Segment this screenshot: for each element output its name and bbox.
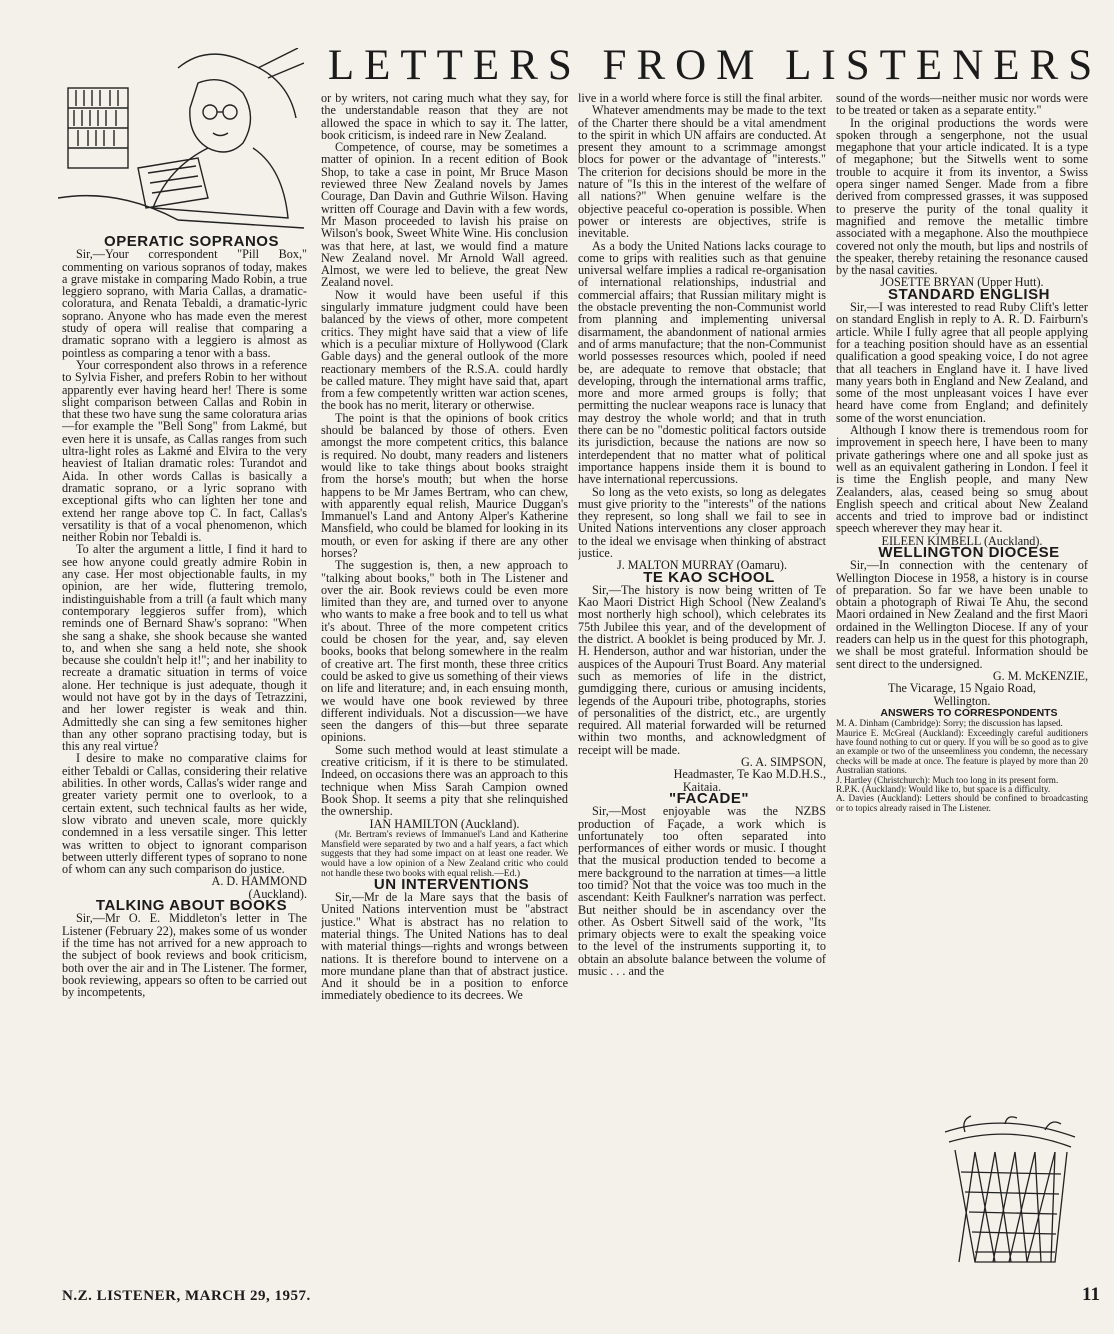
answers-heading: ANSWERS TO CORRESPONDENTS xyxy=(880,706,1058,719)
paragraph: Your correspondent also throws in a reference to Sylvia Fisher, and prefers Robin to her without apparently ever having heard her! There is some slight comparison between Callas and Robin in that these two have sung the same coloratura arias—for example the "Bell Song" from Lakmé, but even here it is unsafe, as Callas ranges from such ultra-light roles as Lakmé and Elvira to the very heaviest of Italian dramatic roles: Turandot and Aida. In other words Callas is basically a dramatic soprano, or a lyric soprano with exceptional gifts who can lighten her tone and extend her range above top C. In fact, Callas's versatility is that of a vocal phenomenon, which neither Robin nor Tebaldi is. xyxy=(62,357,307,545)
letter-signature: G. A. SIMPSON, xyxy=(741,755,826,770)
answer-item: R.P.K. (Auckland): Would like to, but space is a difficulty. xyxy=(836,783,1051,794)
paragraph: So long as the veto exists, so long as delegates must give priority to the "interests" of the nations they represent, so long shall we fail to see in United Nations interventions any closer approach to the ideal we envisage when thinking of abstract justice. xyxy=(578,484,826,560)
paragraph: The suggestion is, then, a new approach to "talking about books," both in The Listener and over the air. Book reviews could be even more limited than they are, and turned over to anyone who wants to make a free book and to tell us what it's about. Three of the more competent critics could be chosen for the year, and, say eleven books, books that belong somewhere in the realm of creative art. The first month, these three critics could be asked to give us something of their views on life and literature; and, in each ensuing month, we would have one book reviewed by three different individuals. Not a discussion—we have seen the dangers of this—but three separate opinions. xyxy=(321,558,568,745)
masthead-title: LETTERS FROM LISTENERS xyxy=(327,42,1103,89)
page-number: 11 xyxy=(1082,1284,1100,1305)
letter-signature: Headmaster, Te Kao M.D.H.S., xyxy=(673,767,826,782)
letter-signature: G. M. McKENZIE, xyxy=(992,668,1088,683)
footer-publication-date: N.Z. LISTENER, MARCH 29, 1957. xyxy=(62,1288,311,1304)
answer-item: J. Hartley (Christchurch): Much too long in its present form. xyxy=(836,774,1059,785)
letter-heading: TALKING ABOUT BOOKS xyxy=(95,897,288,915)
paragraph: or by writers, not caring much what they say, for the understandable reason that they are not allowed the space in which to say it. The latter, book criticism, is indeed rare in New Zealand. xyxy=(321,92,568,142)
letter-signature: J. MALTON MURRAY (Oamaru). xyxy=(616,558,788,573)
letter-heading: STANDARD ENGLISH xyxy=(888,285,1050,303)
paragraph: Sir,—Your correspondent "Pill Box," commenting on various sopranos of today, makes a grave mistake in comparing Mado Robin, a true leggiero soprano, with Maria Callas, a dramatic-coloratura, and Renata Tebaldi, a dramatic-lyric soprano. Anyone who has made even the merest study of opera will realise that comparing a dramatic soprano with a leggiero is almost as pointless as comparing a tenor with a bass. xyxy=(62,247,307,360)
paragraph: Sir,—Mr de la Mare says that the basis of United Nations intervention must be "abstract justice." What is abstract has no relation to material things. The United Nations has to deal with material things—rights and wrongs between nations. It is therefore bound to intervene on a more mundane plane than that of abstract justice. And it should be in a position to enforce immediately obedience to its decrees. We xyxy=(321,890,568,1003)
paragraph: Although I know there is tremendous room for improvement in speech here, I have been to many private gatherings where one and all spoke just as well as an equivalent gathering in London. I feel it is time the English people, and many New Zealanders, alas, ceased being so smug about English speech and critical about New Zealand accents and tried to improve bad or indistinct speech wherever they may hear it. xyxy=(836,423,1088,536)
answer-item: M. A. Dinham (Cambridge): Sorry; the discussion has lapsed. xyxy=(836,718,1063,729)
paragraph: Sir,—In connection with the centenary of Wellington Diocese in 1958, a history is in course of preparation. So far we have been unable to obtain a photograph of Riwai Te Ahu, the second Maori ordained in New Zealand and the first Maori ordained in the Wellington Diocese. If any of your readers can help us in the quest for this photograph, we shall be most grateful. Information should be sent direct to the undersigned. xyxy=(836,558,1088,671)
paragraph: Sir,—I was interested to read Ruby Clift's letter on standard English in reply to A. R. D. Fairburn's article. While I fully agree that all people applying for a teaching position should have as an essential qualification a good speaking voice, I do not agree that all teachers in England have it. I have lived many years both in England and New Zealand, and some of the most unpleasant voices I have ever heard have come from England; and definitely some of the worst enunciation. xyxy=(836,300,1088,425)
paragraph: To alter the argument a little, I find it hard to see how anyone could greatly admire Robin in any case. Her most objectionable faults, in my opinion, are her wide, fluttering tremolo, indistinguishable from a trill (a fault which many contemporary leggieros suffer from), which reminds one of Bernard Shaw's soprano: "When she sang a shake, she shook because she wanted to, and when she sang a held note, she shook because she couldn't help it!"; and her inability to recreate a dramatic situation in terms of voice alone. Her technique is just adequate, though it would not have got by in the days of Tetrazzini, and her lower register is weak and thin. Admittedly she can sing a few semitones higher than any other soprano practising today, but is this any real virtue? xyxy=(62,542,307,754)
paragraph: Sir,—Most enjoyable was the NZBS production of Façade, a work which is unfortunately too often separated into performances of either words or music. I thought that the musical production tended to become a mere background to the narration at times—a little too timid? Not that the voice was too much in the ascendant: Keith Faulkner's narration was perfect. But neither should be in ascendancy over the other. As Osbert Sitwell said of the work, "Its primary objects were to exalt the speaking voice to the level of the instruments supporting it, to obtain an absolute balance between the volume of music . . . and the xyxy=(578,804,826,979)
basket-illustration xyxy=(935,1112,1083,1270)
paragraph: Now it would have been useful if this singularly immature judgment could have been balanced by the views of other, more competent critics. They might have said that a view of life which is a peculiar mixture of Hollywood (Clark Gable days) and the general outlook of the more reactionary members of the R.S.A. could hardly be called mature. They might have said that, apart from a few competently written war action scenes, the book has no merit, literary or otherwise. xyxy=(321,287,568,413)
letter-signature: Kaitaia. xyxy=(682,779,722,794)
letter-heading: "FACADE" xyxy=(669,789,749,807)
column-2 xyxy=(321,92,568,1278)
letter-signature: Wellington. xyxy=(933,693,991,708)
column-4 xyxy=(836,92,1088,1112)
letter-heading: WELLINGTON DIOCESE xyxy=(878,543,1060,561)
column-1 xyxy=(62,236,307,1278)
paragraph: Sir,—Mr O. E. Middleton's letter in The Listener (February 22), makes some of us wonder if the time has not arrived for a new approach to the subject of book reviews and book criticism, both over the air and in The Listener. The former, book reviewing, appears so often to be carried out by incompetents, xyxy=(62,911,307,1000)
answer-item: Maurice E. McGreal (Auckland): Exceedingly careful auditioners have found nothing to cut or query. If you will be so good as to give an example or two of the unseemliness you condemn, the necessary checks will be made at once. The feature is played by more than 20 Australian stations. xyxy=(836,727,1088,776)
letter-signature: A. D. HAMMOND xyxy=(211,874,307,889)
paragraph: The point is that the opinions of book critics should be balanced by those of others. Even amongst the more competent critics, this balance is required. No doubt, many readers and listeners would like to take things about books straight from the horse's mouth; but when the horse happens to be Mr James Bertram, who can chew, with apparently equal relish, Maurice Duggan's Immanuel's Land and Antony Alper's Katherine Mansfield, who could be blamed for looking in its mouth, or even for asking if there are any other horses? xyxy=(321,410,568,560)
letter-signature: The Vicarage, 15 Ngaio Road, xyxy=(888,681,1036,696)
letter-heading: UN INTERVENTIONS xyxy=(373,875,530,893)
paragraph: I desire to make no comparative claims for either Tebaldi or Callas, considering their relative abilities. In other words, Callas's wider range and greater variety permit one to overlook, to a certain extent, such technical faults as her wide, slow vibrato and uneven scale, more quickly condemned in a less versatile singer. This letter was written to object to ignorant comparison between utterly different types of soprano to none of whom can any such comparison do justice. xyxy=(62,751,307,877)
paragraph: Competence, of course, may be sometimes a matter of opinion. In a recent edition of Book Shop, to take a case in point, Mr Bruce Mason reviewed three New Zealand novels by James Courage, Dan Davin and Guthrie Wilson. Having written off Courage and Davin with a few words, Mr Mason proceeded to lavish his praise on Wilson's book, Sweet White Wine. His conclusion was that here, at last, we would find a mature New Zealand novel. Mr Arnold Wall agreed. Almost, we were led to believe, the great New Zealand novel. xyxy=(321,140,568,290)
paragraph: As a body the United Nations lacks courage to come to grips with realities such as that genuine universal welfare implies a radical re-organisation of international relationships, industrial and commercial affairs; that Russian military might is the obstacle preventing the non-Communist world from planning and implementing universal disarmament, the abandonment of national armies and of arms manufacture; that the non-Communist world possesses resources which, pooled if need be, are adequate to remove that obstacle; that developing, through the international arms traffic, more and more armed groups is folly; that permitting the nuclear weapons race is lunacy that may destroy the whole world; and that in truth there can be no "domestic political factors outside its jurisdiction, because the nations are now so interdependent that no matter what of political importance happens inside them it is bound to have international repercussions. xyxy=(578,238,826,487)
paragraph: live in a world where force is still the final arbiter. xyxy=(578,92,823,105)
letter-heading: OPERATIC SOPRANOS xyxy=(104,236,279,250)
reader-illustration xyxy=(58,48,304,234)
column-3 xyxy=(578,92,826,1278)
letter-signature: EILEEN KIMBELL (Auckland). xyxy=(881,533,1043,548)
letter-signature: (Auckland). xyxy=(248,886,307,901)
paragraph: In the original productions the words were spoken through a sengerphone, not the usual megaphone that your article indicated. It is a type of megaphone; but the Sitwells went to some trouble to acquire it from its inventor, a Swiss opera singer named Senger. Made from a fibre derived from compressed grasses, it was supposed to preserve the purity of the tonal quality it magnified and remove the metallic timbre associated with a megaphone. Also the mouthpiece covered not only the mouth, but lips and nostrils of the speaker, thereby retaining the resonance caused by the nasal cavities. xyxy=(836,115,1088,278)
answer-item: A. Davies (Auckland): Letters should be confined to broadcasting or to topics already raised in The Listener. xyxy=(836,793,1088,813)
letter-signature: JOSETTE BRYAN (Upper Hutt). xyxy=(880,275,1044,290)
letter-signature: IAN HAMILTON (Auckland). xyxy=(369,816,520,831)
paragraph: Whatever amendments may be made to the text of the Charter there should be a vital amendment to the spirit in which UN affairs are conducted. At present they amount to a scrimmage amongst blocs for power or the advantage of "interests." The criterion for decisions should be more in the nature of "Is this in the interest of the welfare of all nations?" When genuine welfare is the objective peaceful co-operation is possible. When power or interests are objectives, strife is inevitable. xyxy=(578,103,826,241)
paragraph: Sir,—The history is now being written of Te Kao Maori District High School (New Zealand's most northerly high school), which celebrates its 75th Jubilee this year, and of the development of the district. A booklet is being produced by Mr. J. H. Henderson, author and war historian, under the auspices of the Aupouri Trust Board. Any material such as memories of life in the district, gumdigging there, curious or amusing incidents, legends of the Aupouri tribe, photographs, stories of personalities of the district, etc., are urgently required. All material forwarded will be returned within two months, and acknowledgment of receipt will be made. xyxy=(578,582,826,757)
letter-heading: TE KAO SCHOOL xyxy=(643,568,775,586)
paragraph: sound of the words—neither music nor words were to be treated or taken as a separate entity." xyxy=(836,92,1088,118)
editor-note: (Mr. Bertram's reviews of Immanuel's Land and Katherine Mansfield were separated by two and a half years, a fact which suggests that they had some impact on at least one reader. We would have a low opinion of a New Zealand critic who could not handle these two books with equal relish.—Ed.) xyxy=(321,828,568,879)
paragraph: Some such method would at least stimulate a creative criticism, if it is there to be stimulated. Indeed, on occasions there was an approach to this technique when Miss Sarah Campion owned Book Shop. It seems a pity that she relinquished the ownership. xyxy=(321,742,568,819)
